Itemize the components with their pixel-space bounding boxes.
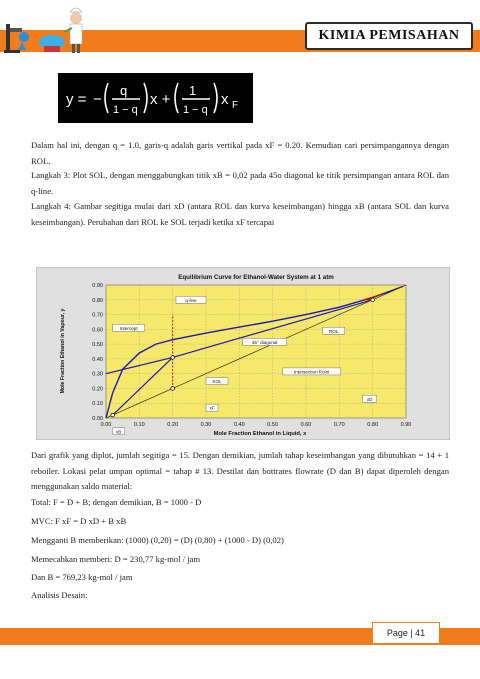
formula-one: 1 xyxy=(189,83,197,98)
y-tick-label: 0.30 xyxy=(92,371,103,378)
x-tick-label: 0.80 xyxy=(367,422,379,428)
page-number-box xyxy=(372,622,440,644)
paragraph-4: Dari grafik yang diplot, jumlah segitiga = 15. Dengan demikian, jumlah tahap keseimbangan yang dibutuhkan = 14 + 1 reboiler. Lokasi pelat umpan optimal = tahap # 13. Destilat dan bottrates flowrate (D dan B) dapat diperoleh dengan menggunakan saldo material: xyxy=(31,450,449,491)
y-tick-label: 0.70 xyxy=(92,312,103,319)
annotation-label: Intersection Point xyxy=(293,369,330,375)
key-point xyxy=(171,387,175,391)
paragraph-10: Analisis Desain: xyxy=(31,590,88,600)
formula-xf: x xyxy=(221,91,229,108)
x-tick-label: 0.70 xyxy=(333,422,345,428)
chart-title: Equilibrium Curve for Ethanol-Water System at 1 atm xyxy=(178,274,334,281)
formula-x: x + xyxy=(150,91,171,108)
page-number: Page | 41 xyxy=(386,628,426,638)
y-tick-label: 0.90 xyxy=(92,283,103,289)
formula-image xyxy=(58,73,253,123)
y-tick-label: 0.80 xyxy=(92,297,103,304)
key-point xyxy=(111,413,115,417)
paragraph-6: MVC: F xF = D xD + B xB xyxy=(31,516,127,526)
annotation-label: xF xyxy=(209,405,215,411)
chart-ylabel: Mole Fraction Ethanol in Vapour, y xyxy=(60,308,66,394)
key-point xyxy=(371,298,375,302)
x-tick-label: 0.60 xyxy=(300,422,312,428)
formula-q: q xyxy=(120,83,128,98)
y-tick-label: 0.40 xyxy=(92,356,103,363)
y-tick-label: 0.20 xyxy=(92,386,103,393)
annotation-label: xB xyxy=(115,429,122,435)
formula-minus: − xyxy=(93,91,102,108)
y-tick-label: 0.10 xyxy=(92,401,103,408)
chef-logo-icon xyxy=(4,4,104,56)
annotation-label: q-line xyxy=(185,297,197,303)
x-tick-label: 0.90 xyxy=(400,422,412,428)
x-tick-label: 0.00 xyxy=(100,422,112,428)
annotation-label: ROL xyxy=(328,328,339,334)
header-title-box xyxy=(305,22,473,50)
chart-xlabel: Mole Fraction Ethanol in Liquid, x xyxy=(213,431,307,437)
y-tick-label: 0.00 xyxy=(92,416,103,422)
y-tick-label: 0.50 xyxy=(92,342,103,349)
paragraph-3: Langkah 4: Gambar segitiga mulai dari xD (antara ROL dan kurva keseimbangan) hingga xB (antara SOL dan kurva keseimbangan). Perubahan dari ROL ke SOL terjadi ketika xF tercapai xyxy=(31,201,449,227)
paragraph-9: Dan B = 769,23 kg-mol / jam xyxy=(31,572,133,582)
annotation-label: xD xyxy=(366,396,373,402)
annotation-label: 45° diagonal xyxy=(251,339,278,345)
paragraph-7: Mengganti B memberikan: (1000) (0,20) = (D) (0,80) + (1000 - D) (0,02) xyxy=(31,535,284,545)
annotation-label: SOL xyxy=(212,379,222,385)
header-title: KIMIA PEMISAHAN xyxy=(318,28,460,43)
annotation-label: Intercept xyxy=(119,325,138,331)
paragraph-1: Dalam hal ini, dengan q = 1.0, garis-q adalah garis vertikal pada xF = 0.20. Kemudian cari persimpangannya dengan ROL. xyxy=(31,140,449,166)
y-tick-label: 0.60 xyxy=(92,327,103,334)
x-tick-label: 0.50 xyxy=(267,422,279,428)
paragraph-5: Total: F = D + B; dengan demikian, B = 1000 - D xyxy=(31,497,202,507)
key-point xyxy=(171,356,175,360)
x-tick-label: 0.40 xyxy=(233,422,245,428)
equilibrium-chart xyxy=(36,267,450,440)
paragraph-8: Memecahkan memberi: D = 230,77 kg-mol / jam xyxy=(31,554,201,564)
formula-y: y = xyxy=(66,91,87,108)
paragraph-2: Langkah 3: Plot SOL, dengan menggabungkan titik xB = 0,02 pada 45o diagonal ke titik persimpangan antara ROL dan q-line. xyxy=(31,170,449,196)
formula-xf-sub: F xyxy=(232,100,239,111)
x-tick-label: 0.10 xyxy=(133,422,145,428)
formula-den: 1 − q xyxy=(113,104,138,116)
x-tick-label: 0.30 xyxy=(200,422,212,428)
formula-den2: 1 − q xyxy=(183,104,208,116)
x-tick-label: 0.20 xyxy=(167,422,179,428)
